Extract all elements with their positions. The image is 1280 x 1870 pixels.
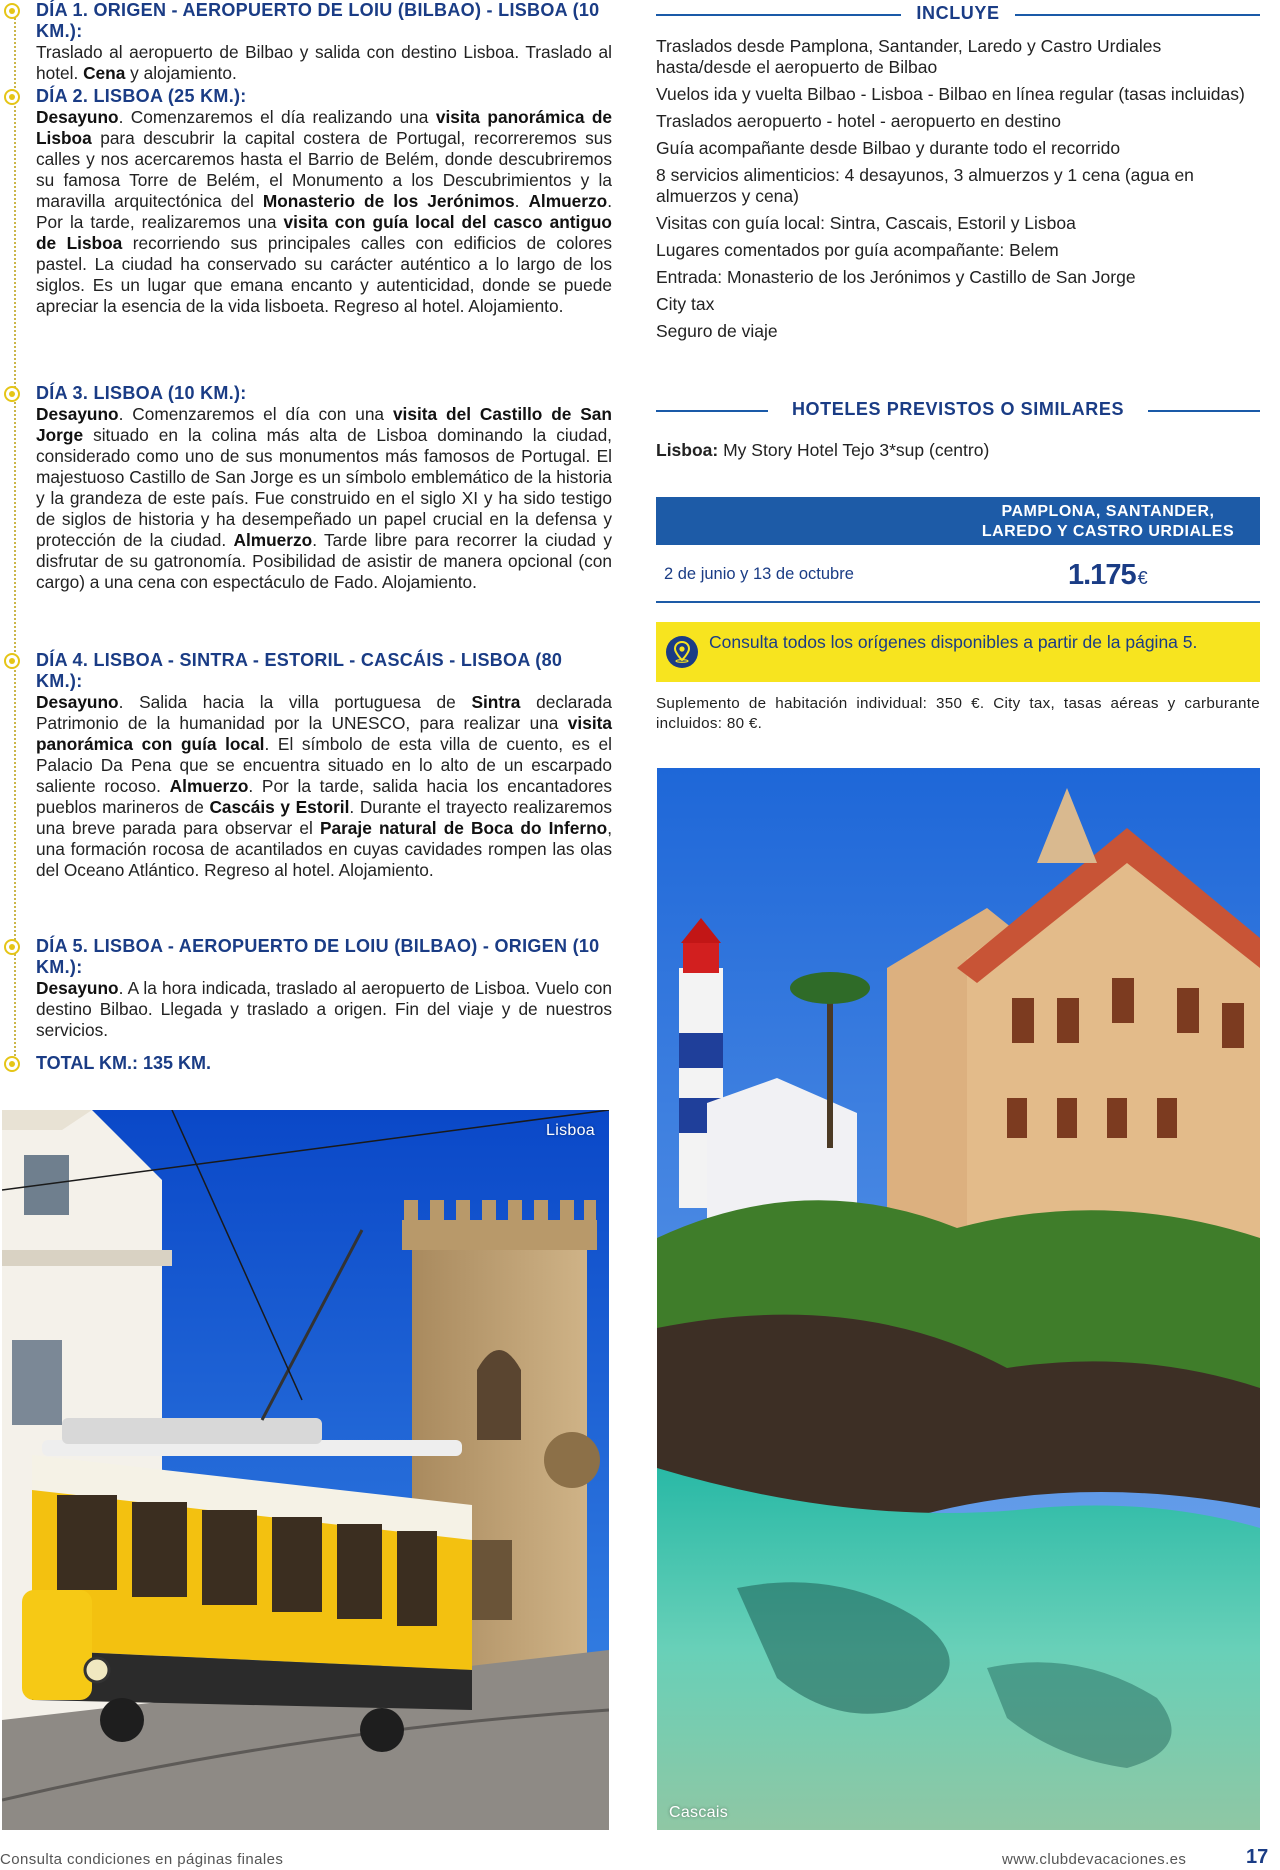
location-marker-icon <box>4 1056 20 1072</box>
highlight-text: Almuerzo <box>528 191 608 211</box>
hotels-heading <box>656 398 1260 424</box>
photo-lisboa <box>2 1110 609 1830</box>
day-description: Desayuno. Salida hacia la villa portuguesa de Sintra declarada Patrimonio de la humanidad por la UNESCO, para realizar una visita panorámica con guía local. El símbolo de esta villa de cuento, es el Palacio Da Pena que se encuentra situado en lo alto de un escarpado saliente rocoso. Almuerzo. Por la tarde, salida hacia los encantadores pueblos marineros de Cascáis y Estoril. Durante el trayecto realizaremos una breve parada para observar el Paraje natural de Boca do Inferno, una formación rocosa de acantilados en cuyas cavidades rompen las olas del Oceano Atlántico. Regreso al hotel. Alojamiento. <box>36 692 613 880</box>
day-4 <box>0 650 612 881</box>
includes-item: Entrada: Monasterio de los Jerónimos y Castillo de San Jorge <box>656 267 1136 287</box>
day-title: DÍA 1. ORIGEN - AEROPUERTO DE LOIU (BILBAO) - LISBOA (10 KM.): <box>36 0 600 41</box>
includes-list <box>656 36 1260 348</box>
total-km-label: TOTAL KM.: 135 KM. <box>36 1053 212 1073</box>
highlight-text: visita panorámica de Lisboa <box>36 107 612 148</box>
location-marker-icon <box>4 653 20 669</box>
total-km <box>0 1053 612 1092</box>
includes-item: Seguro de viaje <box>656 321 778 341</box>
highlight-text: Desayuno <box>36 978 119 998</box>
supplement-note: Suplemento de habitación individual: 350 €. City tax, tasas aéreas y carburante incluidos: 80 €. <box>656 695 1260 732</box>
price-value: 1.175 <box>1068 559 1136 591</box>
photo-cascais <box>657 768 1260 1830</box>
includes-heading-label: INCLUYE <box>916 3 1000 23</box>
day-description: Traslado al aeropuerto de Bilbao y salida con destino Lisboa. Traslado al hotel. Cena y alojamiento. <box>36 42 612 83</box>
page-number: 17 <box>1246 1846 1269 1868</box>
price-date: 2 de junio y 13 de octubre <box>664 565 854 583</box>
highlight-text: Desayuno <box>36 692 119 712</box>
location-marker-icon <box>4 386 20 402</box>
highlight-text: Cascáis y Estoril <box>209 797 350 817</box>
includes-item: Visitas con guía local: Sintra, Cascais, Estoril y Lisboa <box>656 213 1076 233</box>
highlight-text: Cena <box>83 63 126 83</box>
highlight-text: Monasterio de los Jerónimos <box>262 191 515 211</box>
hotel-entry <box>656 440 989 461</box>
price-amount <box>1068 559 1147 592</box>
day-1 <box>0 0 612 84</box>
highlight-text: Paraje natural de Boca do Inferno <box>319 818 608 838</box>
highlight-text: Sintra <box>471 692 521 712</box>
day-description: Desayuno. A la hora indicada, traslado al aeropuerto de Lisboa. Vuelo con destino Bilbao. Llegada y traslado a origen. Fin del viaje y de nuestros servicios. <box>36 978 612 1040</box>
photo-caption-cascais: Cascais <box>669 1804 729 1821</box>
origins-notice-text: Consulta todos los orígenes disponibles a partir de la página 5. <box>709 632 1198 652</box>
includes-item: Vuelos ida y vuelta Bilbao - Lisboa - Bilbao en línea regular (tasas incluidas) <box>656 84 1245 104</box>
hotel-name: My Story Hotel Tejo 3*sup (centro) <box>723 440 990 460</box>
photo-caption-lisboa: Lisboa <box>546 1122 595 1139</box>
heading-rule-right <box>1015 14 1260 16</box>
price-header <box>656 497 1260 545</box>
includes-heading <box>656 2 1260 28</box>
highlight-text: Desayuno <box>36 404 119 424</box>
highlight-text: Desayuno <box>36 107 119 127</box>
footer-website-link[interactable]: www.clubdevacaciones.es <box>1002 1851 1187 1868</box>
price-table <box>656 497 1260 603</box>
location-marker-icon <box>4 89 20 105</box>
day-2 <box>0 86 612 317</box>
hotel-city: Lisboa: <box>656 440 719 460</box>
price-row <box>656 545 1260 603</box>
map-pin-icon <box>666 636 698 668</box>
highlight-text: Almuerzo <box>233 530 313 550</box>
day-description: Desayuno. Comenzaremos el día con una visita del Castillo de San Jorge situado en la colina más alta de Lisboa dominando la ciudad, considerado como uno de sus monumentos más famosos de Portugal. El majestuoso Castillo de San Jorge es un símbolo emblemático de la historia y la grandeza de este país. Fue construido en el siglo XI y ha sido testigo de siglos de historia y ha desempeñado un papel crucial en la defensa y protección de la ciudad. Almuerzo. Tarde libre para recorrer la ciudad y disfrutar de su gatronomía. Posibilidad de asistir de manera opcional (con cargo) a una cena con espectáculo de Fado. Alojamiento. <box>36 404 613 592</box>
day-title: DÍA 2. LISBOA (25 KM.): <box>36 86 247 106</box>
day-5 <box>0 936 612 1041</box>
lisboa-tram-illustration <box>2 1110 609 1830</box>
hotels-heading-label: HOTELES PREVISTOS O SIMILARES <box>791 399 1125 419</box>
includes-item: Traslados desde Pamplona, Santander, Laredo y Castro Urdiales hasta/desde el aeropuerto de Bilbao <box>656 36 1162 77</box>
day-title: DÍA 3. LISBOA (10 KM.): <box>36 383 247 403</box>
includes-item: Guía acompañante desde Bilbao y durante todo el recorrido <box>656 138 1121 158</box>
location-marker-icon <box>4 939 20 955</box>
includes-item: Traslados aeropuerto - hotel - aeropuerto en destino <box>656 111 1062 131</box>
origins-notice <box>656 622 1260 682</box>
location-marker-icon <box>4 3 20 19</box>
includes-item: 8 servicios alimenticios: 4 desayunos, 3 almuerzos y 1 cena (agua en almuerzos y cena) <box>656 165 1194 206</box>
heading-rule-right <box>1148 410 1260 412</box>
day-title: DÍA 4. LISBOA - SINTRA - ESTORIL - CASCÁIS - LISBOA (80 KM.): <box>36 650 563 691</box>
includes-item: Lugares comentados por guía acompañante: Belem <box>656 240 1059 260</box>
day-3 <box>0 383 612 593</box>
day-description: Desayuno. Comenzaremos el día realizando una visita panorámica de Lisboa para descubrir la capital costera de Portugal, recorreremos sus calles y nos acercaremos hasta el Barrio de Belém, donde descubriremos su famosa Torre de Belém, el Monumento a los Descubrimientos y la maravilla arquitectónica del Monasterio de los Jerónimos. Almuerzo. Por la tarde, realizaremos una visita con guía local del casco antiguo de Lisboa recorriendo sus principales calles con edificios de colores pastel. La ciudad ha conservado su carácter auténtico a lo largo de los siglos. Es un lugar que emana encanto y autenticidad, donde se puede apreciar la esencia de la vida lisboeta. Regreso al hotel. Alojamiento. <box>36 107 613 316</box>
includes-item: City tax <box>656 294 715 314</box>
footer-conditions-note: Consulta condiciones en páginas finales <box>0 1851 284 1868</box>
highlight-text: visita del Castillo de San Jorge <box>36 404 612 445</box>
day-title: DÍA 5. LISBOA - AEROPUERTO DE LOIU (BILBAO) - ORIGEN (10 KM.): <box>36 936 600 977</box>
highlight-text: Almuerzo <box>169 776 249 796</box>
price-currency: € <box>1137 568 1147 588</box>
highlight-text: visita panorámica con guía local <box>36 713 612 754</box>
cascais-coast-illustration <box>657 768 1260 1830</box>
highlight-text: visita con guía local del casco antiguo de Lisboa <box>36 212 612 253</box>
price-origin-header: PAMPLONA, SANTANDER, LAREDO Y CASTRO URDIALES <box>981 503 1235 540</box>
